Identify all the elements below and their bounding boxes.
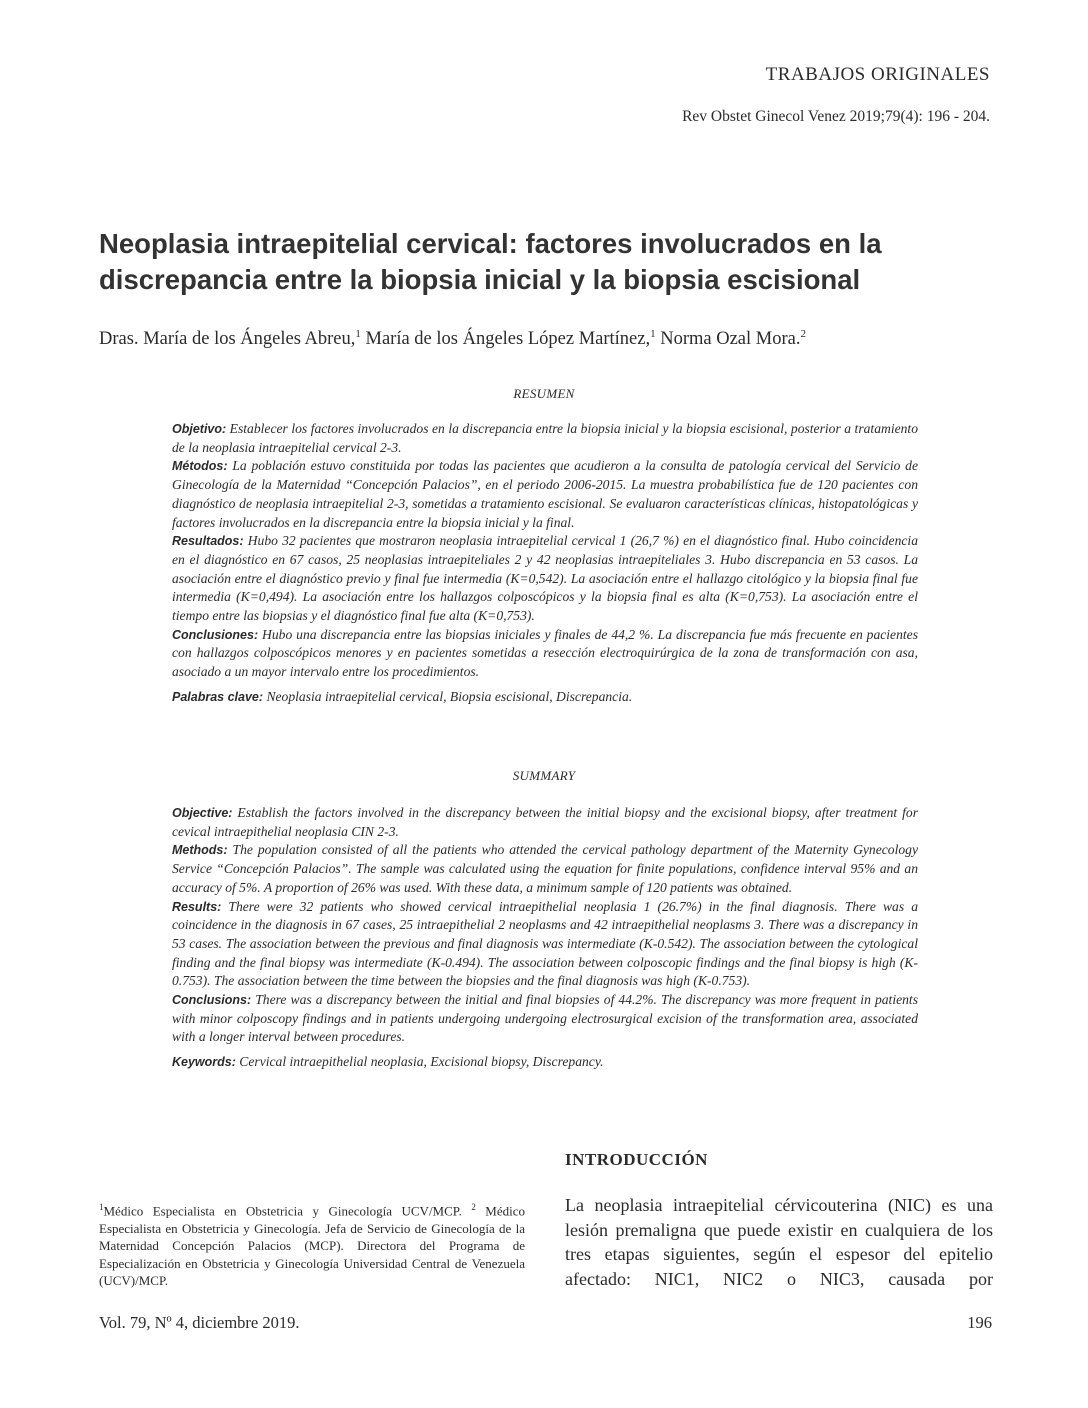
page-number: 196 [967, 1313, 992, 1332]
text: There was a discrepancy between the initial and final biopsies of 44.2%. The discrepancy was more frequent in patients with minor colposcopy findings and in patients undergoing undergoing electrosurgical excision of the transformation area, associated with a longer interval between procedures. [172, 992, 918, 1045]
label: Results: [172, 899, 222, 914]
text: Hubo 32 pacientes que mostraron neoplasia intraepitelial cervical 1 (26,7 %) en el diagnóstico final. Hubo coincidencia en el diagnóstico en 67 casos, 25 neoplasias intraepiteliales 2 y 42 neoplasias intraepiteliales 3. Hubo discrepancia en 53 casos. La asociación entre el diagnóstico previo y final fue intermedia (K=0,542). La asociación entre el hallazgo citológico y la biopsia final fue intermedia (K=0,494). La asociación entre los hallazgos colposcópicos y la biopsia final es alta (K=0,753). La asociación entre el tiempo entre las biopsias y el diagnóstico final fue alta (K=0,753). [172, 533, 918, 624]
text: Hubo una discrepancia entre las biopsias iniciales y finales de 44,2 %. La discrepancia fue más frecuente en pacientes con hallazgos colposcópicos menores y en pacientes sometidas a resección electroquirúrgica de la zona de transformación con asa, asociado a un mayor intervalo entre los procedimientos. [172, 626, 918, 680]
title-line-1: Neoplasia intraepitelial cervical: factores involucrados en la [99, 228, 882, 259]
author-list [99, 328, 806, 350]
label: Conclusiones: [172, 627, 259, 642]
summary-conclusions [172, 991, 918, 1047]
resumen-resultados [172, 532, 918, 626]
author-3-affiliation: 2 [800, 328, 806, 340]
resumen-objetivo [172, 420, 918, 457]
label: Keywords: [172, 1055, 236, 1070]
label: Palabras clave: [172, 689, 264, 704]
resumen-block [172, 420, 918, 707]
footnote-text-1: Médico Especialista en Obstetricia y Ginecología UCV/MCP. [103, 1203, 472, 1219]
introduction-paragraph: La neoplasia intraepitelial cérvicouterina (NIC) es una lesión premaligna que puede existir en cualquiera de los tres etapas siguientes, según el espesor del epitelio afectado: NIC1, NIC2 o NIC3, causada por [565, 1195, 993, 1289]
journal-citation: Rev Obstet Ginecol Venez 2019;79(4): 196 - 204. [682, 108, 990, 125]
article-title [99, 226, 999, 298]
author-1-affiliation: 1 [355, 328, 361, 340]
label: Objetivo: [172, 422, 227, 436]
summary-block [172, 804, 918, 1072]
affiliation-footnote [99, 1199, 525, 1290]
text: Establecer los factores involucrados en la discrepancia entre la biopsia inicial y la biopsia escisional, posterior a tratamiento de la neoplasia intraepitelial cervical 2-3. [172, 421, 918, 455]
author-2: María de los Ángeles López Martínez, [360, 329, 651, 350]
summary-methods [172, 841, 918, 897]
footnote-text-2: Médico Especialista en Obstetricia y Ginecología. Jefa de Servicio de Ginecología de la Maternidad Concepción Palacios (MCP). Directora del Programa de Especialización en Obstetricia y Ginecología Universidad Central de Venezuela (UCV)/MCP. [99, 1203, 525, 1289]
label: Objective: [172, 806, 233, 820]
summary-heading: SUMMARY [512, 768, 576, 783]
text: Establish the factors involved in the discrepancy between the initial biopsy and the excisional biopsy, after treatment for cevical intraepithelial neoplasia CIN 2-3. [172, 805, 918, 839]
introduction-heading: INTRODUCCIÓN [565, 1150, 708, 1169]
label: Conclusions: [172, 993, 252, 1008]
summary-results [172, 898, 918, 992]
title-line-2: discrepancia entre la biopsia inicial y la biopsia escisional [99, 264, 861, 295]
resumen-palabras-clave [172, 688, 918, 707]
authors-prefix: Dras. [99, 329, 144, 350]
author-2-affiliation: 1 [650, 328, 656, 340]
author-3: Norma Ozal Mora. [655, 329, 801, 350]
footer-volume: Vol. 79, Nº 4, diciembre 2019. [99, 1313, 300, 1332]
text: Cervical intraepithelial neoplasia, Excisional biopsy, Discrepancy. [235, 1054, 604, 1070]
summary-keywords [172, 1053, 918, 1072]
label: Methods: [172, 843, 228, 858]
label: Resultados: [172, 534, 244, 549]
resumen-heading: RESUMEN [513, 386, 575, 401]
label: Métodos: [172, 459, 228, 474]
footnote-mark-1: 1 [99, 1202, 104, 1212]
author-1: María de los Ángeles Abreu, [143, 329, 356, 350]
section-label: TRABAJOS ORIGINALES [765, 64, 990, 85]
text: Neoplasia intraepitelial cervical, Biopsia escisional, Discrepancia. [263, 688, 633, 704]
text: The population consisted of all the patients who attended the cervical pathology department of the Maternity Gynecology Service “Concepción Palacios”. The sample was calculated using the equation for finite populations, confidence interval 95% and an accuracy of 5%. A proportion of 26% was used. With these data, a minimum sample of 120 patients was obtained. [172, 842, 918, 895]
resumen-conclusiones [172, 626, 918, 682]
text: La población estuvo constituida por todas las pacientes que acudieron a la consulta de patología cervical del Servicio de Ginecología de la Maternidad “Concepción Palacios”, en el periodo 2006-2015. La muestra probabilística fue de 120 pacientes con diagnóstico de neoplasia intraepitelial 2-3, sometidas a tratamiento escisional. Se evaluaron características clínicas, histopatológicas y factores involucrados en la discrepancia entre la biopsia inicial y la final. [172, 458, 918, 530]
summary-objective [172, 804, 918, 841]
footnote-mark-2: 2 [471, 1202, 476, 1212]
text: There were 32 patients who showed cervical intraepithelial neoplasia 1 (26.7%) in the final diagnosis. There was a coincidence in the diagnosis in 67 cases, 25 intraepithelial 2 neoplasms and 42 intraepithelial neoplasms 3. There was a discrepancy in 53 cases. The association between the previous and final diagnosis was intermediate (K-0.542). The association between the cytological finding and the final biopsy was intermediate (K-0.494). The association between colposcopic findings and the final biopsy is high (K-0.753). The association between the time between the biopsies and the final diagnosis was high (K-0.753). [172, 898, 918, 989]
resumen-metodos [172, 457, 918, 532]
